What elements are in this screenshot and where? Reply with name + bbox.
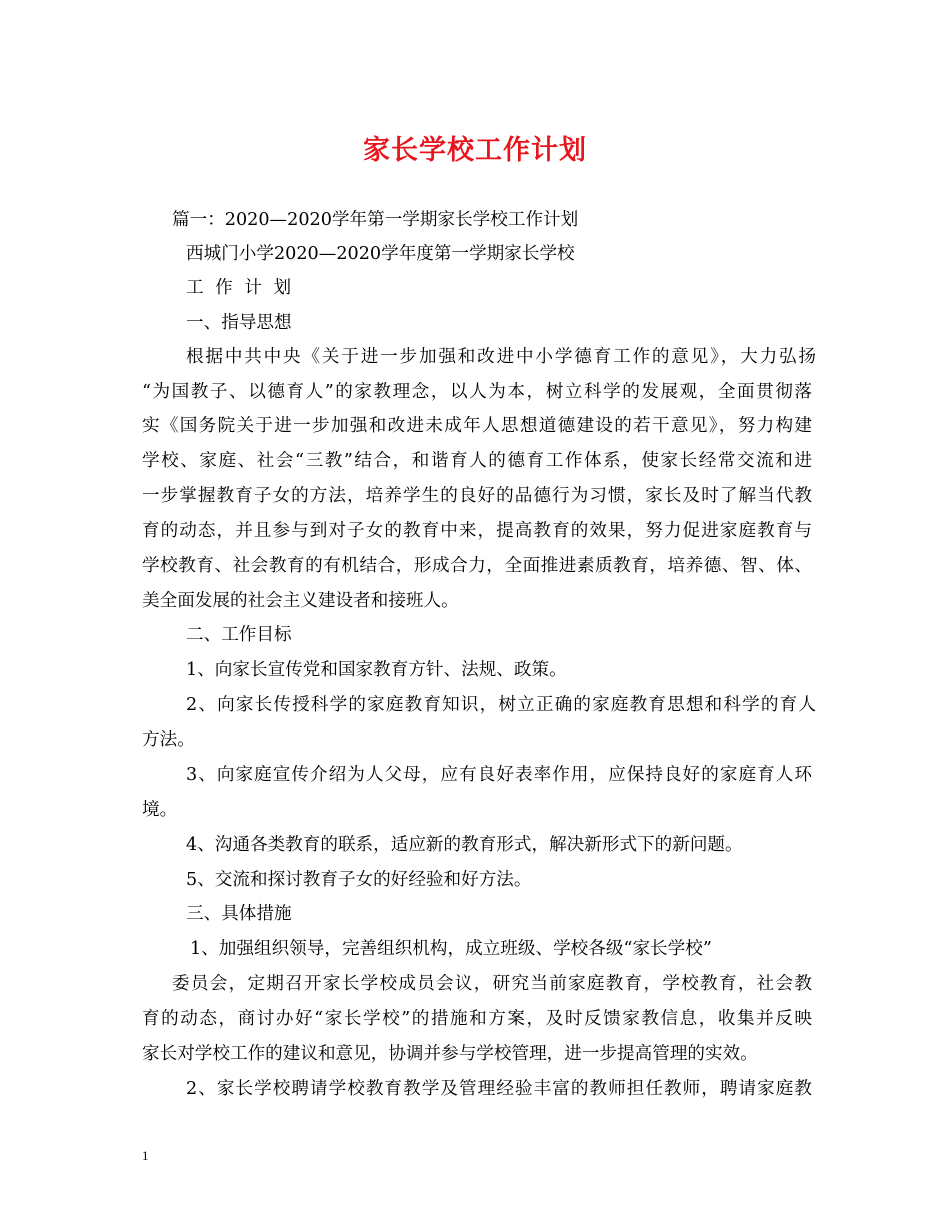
text-line: 育的动态，商讨办好“家长学校”的措施和方案，及时反馈家教信息，收集并反映: [142, 1009, 812, 1029]
text-line: 学校、家庭、社会“三教”结合，和谐育人的德育工作体系，使家长经常交流和进: [142, 451, 812, 471]
section-heading: 二、工作目标: [186, 625, 292, 645]
text-line: 家长对学校工作的建议和意见，协调并参与学校管理，进一步提高管理的实效。: [142, 1044, 758, 1064]
page-number: 1: [142, 1148, 149, 1163]
text-line: 工 作 计 划: [186, 278, 292, 298]
text-line: 育的动态，并且参与到对子女的教育中来，提高教育的效果，努力促进家庭教育与: [142, 521, 812, 541]
text-line: 实《国务院关于进一步加强和改进未成年人思想道德建设的若干意见》，努力构建: [142, 416, 812, 436]
text-line: 一步掌握教育子女的方法，培养学生的良好的品德行为习惯，家长及时了解当代教: [142, 486, 812, 506]
text-line: 3、向家庭宣传介绍为人父母，应有良好表率作用，应保持良好的家庭育人环: [186, 765, 812, 785]
text-line: 学校教育、社会教育的有机结合，形成合力，全面推进素质教育，培养德、智、体、: [142, 556, 812, 576]
text-line: 1、加强组织领导，完善组织机构，成立班级、学校各级“家长学校”: [190, 939, 712, 959]
text-line: 境。: [142, 800, 178, 820]
text-line: 美全面发展的社会主义建设者和接班人。: [142, 591, 459, 611]
text-line: 方法。: [142, 730, 195, 750]
text-line: 5、交流和探讨教育子女的好经验和好方法。: [186, 870, 532, 890]
text-line: 4、沟通各类教育的联系，适应新的教育形式，解决新形式下的新问题。: [186, 835, 743, 855]
text-line: 2、向家长传授科学的家庭教育知识，树立正确的家庭教育思想和科学的育人: [186, 695, 816, 715]
document-title: 家长学校工作计划: [363, 135, 587, 166]
text-line: 篇一：2020—2020学年第一学期家长学校工作计划: [172, 210, 579, 230]
section-heading: 三、具体措施: [186, 904, 292, 924]
text-line: 2、家长学校聘请学校教育教学及管理经验丰富的教师担任教师，聘请家庭教: [186, 1079, 812, 1099]
text-line: “为国教子、以德育人”的家教理念，以人为本，树立科学的发展观，全面贯彻落: [142, 382, 812, 402]
text-line: 1、向家长宣传党和国家教育方针、法规、政策。: [186, 660, 567, 680]
text-line: 西城门小学2020—2020学年度第一学期家长学校: [186, 244, 575, 264]
text-line: 根据中共中央《关于进一步加强和改进中小学德育工作的意见》，大力弘扬: [186, 347, 816, 367]
text-line: 委员会，定期召开家长学校成员会议，研究当前家庭教育，学校教育，社会教: [172, 974, 812, 994]
section-heading: 一、指导思想: [186, 313, 292, 333]
